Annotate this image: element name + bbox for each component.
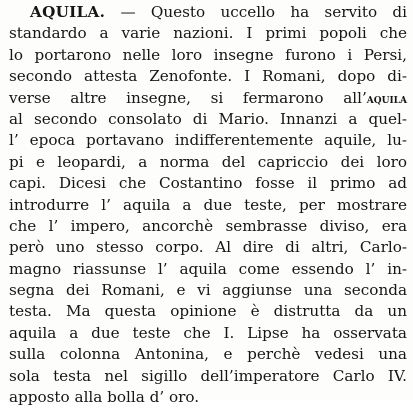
entry-line-14: segna dei Romani, e vi aggiunse una seconda [9,281,407,300]
entry-smallcaps-aquila: aquila [366,90,407,107]
entry-headword: AQUILA. [30,3,106,21]
entry-line-15: testa. Ma questa opinione è distrutta da un [9,302,407,321]
entry-line-7: l’ epoca portavano indifferentemente aquile, lu- [9,131,407,150]
dictionary-entry-aquila [9,2,407,408]
entry-line-6: al secondo consolato di Mario. Innanzi a quel- [9,109,407,128]
entry-line-3: lo portarono nelle loro insegne furono i Persi, [9,45,407,64]
entry-line-8: pi e leopardi, a norma del capriccio dei loro [9,152,407,171]
entry-line-5 [9,88,407,109]
entry-line-11: che l’ impero, ancorchè sembrasse diviso, era [9,216,407,235]
entry-line-19: apposto alla bolla d’ oro. [9,388,200,407]
entry-line-18: sola testa nel sigillo dell’imperatore Carlo IV. [9,366,407,385]
entry-line-4: secondo attesta Zenofonte. I Romani, dopo di- [9,67,407,86]
entry-line-17: sulla colonna Antonina, e perchè vedesi una [9,345,407,364]
entry-line-2: standardo a varie nazioni. I primi popoli che [9,24,407,43]
entry-line-12: però uno stesso corpo. Al dire di altri, Carlo- [9,238,407,257]
entry-line-9: capi. Dicesi che Costantino fosse il primo ad [9,174,407,193]
entry-line-5-text: verse altre insegne, si fermarono all’ [9,88,367,107]
entry-line-1-text: — Questo uccello ha servito di [105,3,407,21]
entry-line-1 [9,2,407,23]
entry-line-16: aquila a due teste che I. Lipse ha osservata [9,323,407,342]
entry-line-10: introdurre l’ aquila a due teste, per mostrare [9,195,407,214]
entry-line-13: magno riassunse l’ aquila come essendo l’ in- [9,259,407,278]
